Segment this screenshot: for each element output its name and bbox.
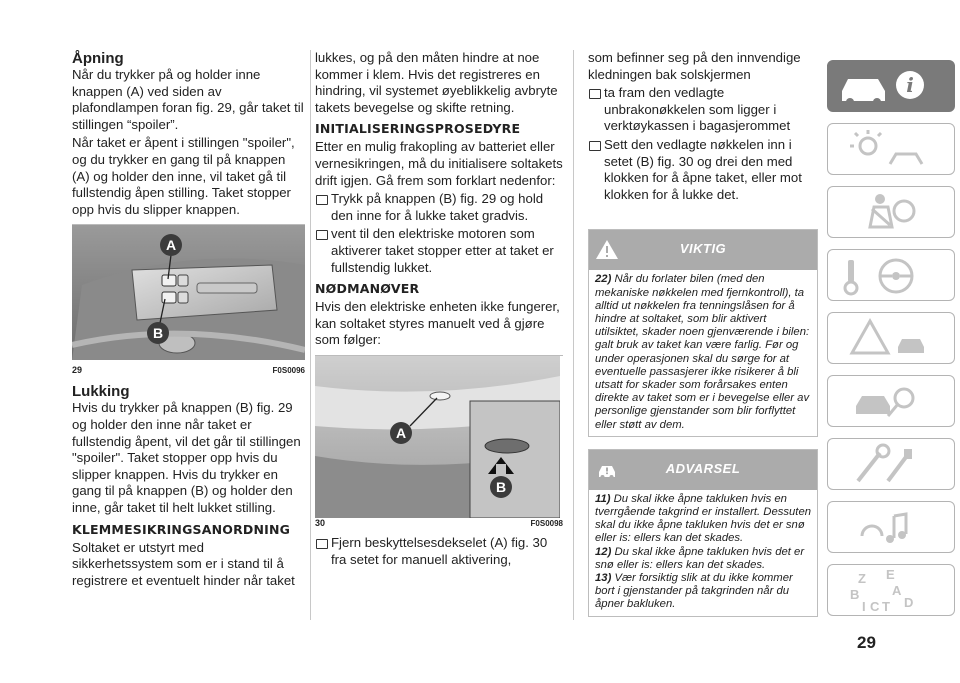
bullet-item: Fjern beskyttelsesdekselet (A) fig. 30 fra setet for manuell aktivering, xyxy=(315,535,563,568)
note-number: 22) xyxy=(595,273,612,286)
callout-b: B xyxy=(152,325,164,342)
warning-header xyxy=(589,450,817,490)
column-middle xyxy=(315,50,563,568)
bullet-item: ta fram den vedlagte unbrakonøkkelen som ligger i verktøykassen i bagasjerommet xyxy=(588,85,818,135)
figure-30-callouts xyxy=(315,356,560,518)
note-text: Du skal ikke åpne takluken hvis det er snø eller is: ellers kan det skades. xyxy=(595,545,805,571)
page-number: 29 xyxy=(857,633,876,652)
column-divider xyxy=(310,50,311,620)
bullet-item: Sett den vedlagte nøkkelen inn i setet (B) fig. 30 og drei den med klokken for å åpne taket, eller mot klokken for å lukke det. xyxy=(588,137,818,203)
figure-number: 30 xyxy=(315,517,326,528)
chapter-tab-emergency[interactable] xyxy=(827,312,955,364)
figure-29-callouts xyxy=(72,225,305,360)
warning-body xyxy=(589,490,817,616)
heading-antipinch: KLEMMESIKRINGSANORDNING xyxy=(72,521,291,537)
paragraph: Når taket er åpent i stillingen "spoiler", og du trykker en gang til på knappen (A) og holder den inne, vil taket gå til fullstendig åpen stilling. Taket stopper opp hvis du slipper knappen. xyxy=(72,135,295,217)
column-right xyxy=(588,50,818,617)
index-letter: B xyxy=(850,587,860,602)
dashboard-lights-icon xyxy=(828,124,956,176)
index-letter: I xyxy=(862,599,866,614)
important-body xyxy=(589,270,817,435)
figure-code: F0S0098 xyxy=(530,518,563,528)
chapter-tab-starting[interactable] xyxy=(827,249,955,301)
index-letter: C xyxy=(870,599,880,614)
column-left xyxy=(72,50,305,589)
chapter-tab-safety[interactable] xyxy=(827,186,955,238)
warning-triangle-icon xyxy=(828,313,956,365)
bullet-item: vent til den elektriske motoren som aktiverer taket stopper etter at taket er fullstendig lukket. xyxy=(315,226,563,276)
index-letters-icon xyxy=(828,565,956,617)
warning-title: ADVARSEL xyxy=(665,460,741,476)
key-steering-wheel-icon xyxy=(828,250,956,302)
warning-box xyxy=(588,449,818,617)
index-letter: A xyxy=(892,583,902,598)
index-letter: Z xyxy=(858,571,866,586)
paragraph: Når du trykker på og holder inne knappen (A) ved siden av plafondlampen foran fig. 29, går taket til stillingen “spoiler”. xyxy=(72,67,304,132)
bullet-item: Trykk på knappen (B) fig. 29 og hold den inne for å lukke taket gradvis. xyxy=(315,191,563,224)
callout-b: B xyxy=(495,478,507,495)
heading-opening: Åpning xyxy=(72,50,124,67)
paragraph: Etter en mulig frakopling av batteriet eller vernesikringen, må du initialisere soltakets drift igjen. Gå frem som forklart nedenfor: xyxy=(315,139,563,188)
figure-30 xyxy=(315,355,563,535)
paragraph: lukkes, og på den måten hindre at noe kommer i klem. Hvis det registreres en hindring, vil systemet øyeblikkelig avbryte takets bevegelse og skifte retning. xyxy=(315,50,558,115)
heading-emergency: NØDMANØVER xyxy=(315,281,420,297)
index-letter: T xyxy=(882,599,890,614)
svg-text:i: i xyxy=(906,73,914,97)
chapter-tab-multimedia[interactable] xyxy=(827,501,955,553)
chapter-tab-dashboard[interactable] xyxy=(827,123,955,175)
column-divider xyxy=(573,50,574,620)
important-box xyxy=(588,229,818,436)
heading-closing: Lukking xyxy=(72,383,130,401)
note-text: Når du forlater bilen (med den mekaniske nøkkelen med fjernkontroll), ta alltid ut nøkkelen fra tenningslåsen for å hindre at soltaket, som blir aktivert utilsiktet, skader noen gjenværende i bilen: galt bruk av taket kan være farlig. Før og under operasjonen skal du sørge for at eventuelle passasjerer ikke risikerer å bli utsatt for skader som forårsakes enten direkte av taket som er i bevegelse eller av personlige gjenstander som blir forflyttet eller støtt av dem. xyxy=(595,273,810,431)
chapter-tab-vehicle-info[interactable] xyxy=(827,60,955,112)
note-text: Du skal ikke åpne takluken hvis en tverrgående takgrind er installert. Dessuten skal du ikke åpne takluken hvis det er snø eller is: ellers kan det skades. xyxy=(595,492,812,545)
chapter-tab-index[interactable] xyxy=(827,564,955,616)
note-text: Vær forsiktig slik at du ikke kommer bort i gjenstander på takgrinden når du åpner bakluken. xyxy=(595,572,793,611)
figure-29 xyxy=(72,224,305,379)
important-title: VIKTIG xyxy=(679,241,727,257)
heading-initialisation: INITIALISERINGSPROSEDYRE xyxy=(315,121,521,137)
airbag-seatbelt-icon xyxy=(828,187,956,239)
index-letter: E xyxy=(886,567,895,582)
paragraph: som befinner seg på den innvendige kledningen bak solskjermen xyxy=(588,50,801,82)
car-service-icon xyxy=(828,376,956,428)
figure-code: F0S0096 xyxy=(272,366,305,376)
callout-a: A xyxy=(395,424,407,441)
note-number: 13) xyxy=(595,572,612,584)
index-letter: D xyxy=(904,595,914,610)
note-number: 12) xyxy=(595,545,612,558)
callout-a: A xyxy=(165,237,177,254)
figure-number: 29 xyxy=(72,365,83,376)
paragraph: Hvis du trykker på knappen (B) fig. 29 og holder den inne når taket er fullstendig åpent, vil det går til stillingen "spoiler". Taket stopper opp hvis du slipper knappen. Hvis du trykker en gang til på knappen (B) og holder den inne, går taket til helt lukket stilling. xyxy=(72,400,301,515)
chapter-tab-technical-data[interactable] xyxy=(827,438,955,490)
chapter-tab-maintenance[interactable] xyxy=(827,375,955,427)
tools-icon xyxy=(828,439,956,491)
paragraph: Soltaket er utstyrt med sikkerhetssystem som er i stand til å registrere et eventuelt hinder når taket xyxy=(72,539,295,588)
important-header xyxy=(589,230,817,270)
multimedia-icon xyxy=(828,502,956,554)
note-number: 11) xyxy=(595,492,611,505)
car-info-icon xyxy=(828,61,956,113)
paragraph: Hvis den elektriske enheten ikke fungerer, kan soltaket styres manuelt ved å gjøre som følger: xyxy=(315,299,560,348)
